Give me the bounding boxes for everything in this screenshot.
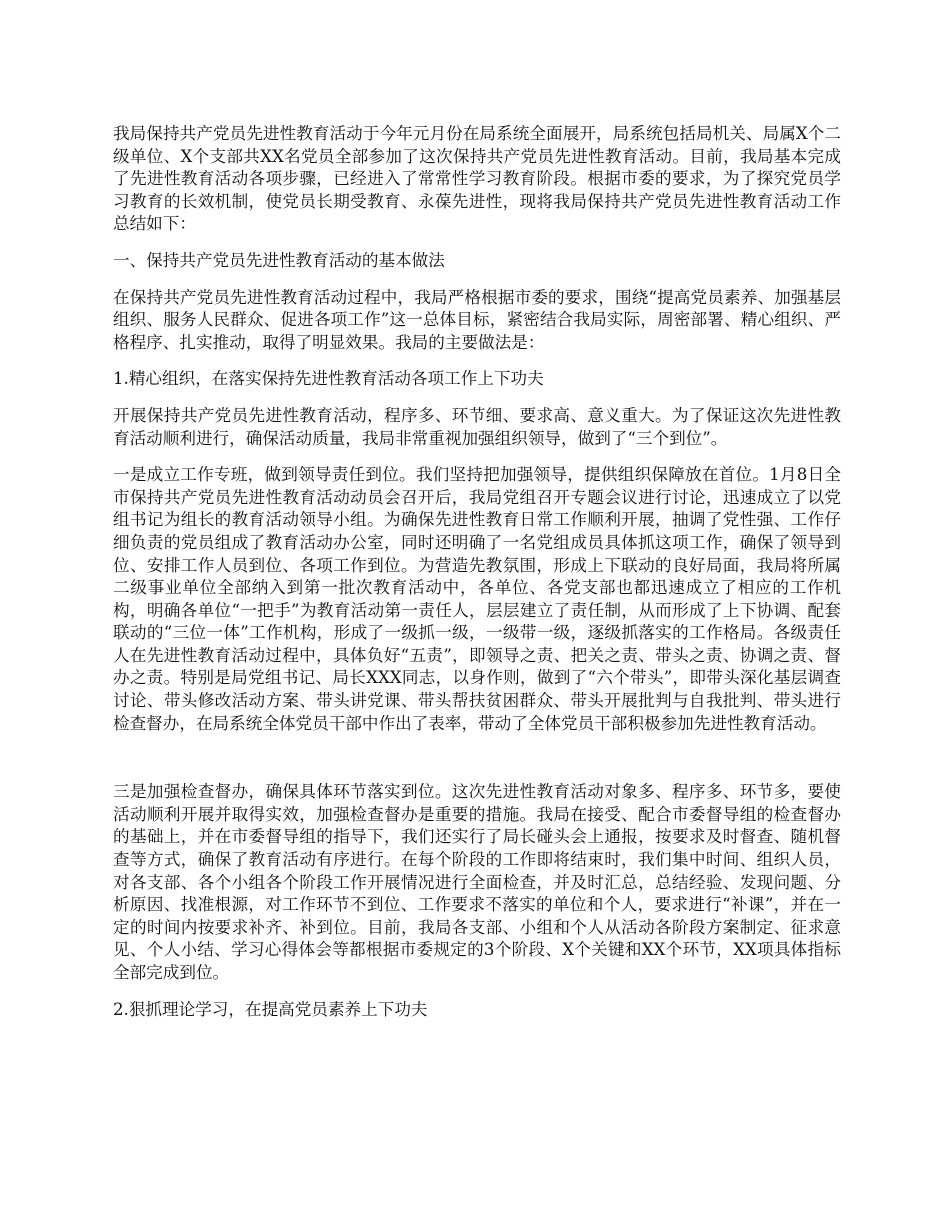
organization-paragraph: 开展保持共产党员先进性教育活动，程序多、环节细、要求高、意义重大。为了保证这次先进性教育活动顺利进行，确保活动质量，我局非常重视加强组织领导，做到了“三个到位”。 [113,405,841,448]
document-page [113,123,841,1035]
point-three-paragraph: 三是加强检查督办，确保具体环节落实到位。这次先进性教育活动对象多、程序多、环节多，要使活动顺利开展并取得实效，加强检查督办是重要的措施。我局在接受、配合市委督导组的检查督办的基础上，并在市委督导组的指导下，我们还实行了局长碰头会上通报，按要求及时督查、随机督查等方式，确保了教育活动有序进行。在每个阶段的工作即将结束时，我们集中时间、组织人员，对各支部、各个小组各个阶段工作开展情况进行全面检查，并及时汇总，总结经验、发现问题、分析原因、找准根源，对工作环节不到位、工作要求不落实的单位和个人，要求进行“补课”，并在一定的时间内按要求补齐、补到位。目前，我局各支部、小组和个人从活动各阶段方案制定、征求意见、个人小结、学习心得体会等都根据市委规定的3个阶段、X个关键和XX个环节，XX项具体指标全部完成到位。 [113,782,841,982]
subheading-careful-organization: 1.精心组织，在落实保持先进性教育活动各项工作上下功夫 [113,369,544,389]
section-intro-paragraph: 在保持共产党员先进性教育活动过程中，我局严格根据市委的要求，围绕“提高党员素养、加强基层组织、服务人民群众、促进各项工作”这一总体目标，紧密结合我局实际，周密部署、精心组织、严格程序、扎实推动，取得了明显效果。我局的主要做法是： [113,287,841,352]
intro-paragraph: 我局保持共产党员先进性教育活动于今年元月份在局系统全面展开，局系统包括局机关、局属X个二级单位、X个支部共XX名党员全部参加了这次保持共产党员先进性教育活动。目前，我局基本完成了先进性教育活动各项步骤，已经进入了常常性学习教育阶段。根据市委的要求，为了探究党员学习教育的长效机制，使党员长期受教育、永葆先进性，现将我局保持共产党员先进性教育活动工作总结如下： [113,124,841,234]
section-heading-basic-practices: 一、保持共产党员先进性教育活动的基本做法 [113,250,445,270]
point-one-paragraph: 一是成立工作专班，做到领导责任到位。我们坚持把加强领导，提供组织保障放在首位。1月8日全市保持共产党员先进性教育活动动员会召开后，我局党组召开专题会议进行讨论，迅速成立了以党组书记为组长的教育活动领导小组。为确保先进性教育日常工作顺利开展，抽调了党性强、工作仔细负责的党员组成了教育活动办公室，同时还明确了一名党组成员具体抓这项工作，确保了领导到位、安排工作人员到位、各项工作到位。为营造先教氛围，形成上下联动的良好局面，我局将所属二级事业单位全部纳入到第一批次教育活动中，各单位、各党支部也都迅速成立了相应的工作机构，明确各单位“一把手”为教育活动第一责任人，层层建立了责任制，从而形成了上下协调、配套联动的“三位一体”工作机构，形成了一级抓一级，一级带一级，逐级抓落实的工作格局。各级责任人在先进性教育活动过程中，具体负好“五责”，即领导之责、把关之责、带头之责、协调之责、督办之责。特别是局党组书记、局长XXX同志，以身作则，做到了“六个带头”，即带头深化基层调查讨论、带头修改活动方案、带头讲党课、带头帮扶贫困群众、带头开展批判与自我批判、带头进行检查督办，在局系统全体党员干部中作出了表率，带动了全体党员干部积极参加先进性教育活动。 [113,465,841,733]
subheading-theory-study: 2.狠抓理论学习，在提高党员素养上下功夫 [113,999,428,1019]
